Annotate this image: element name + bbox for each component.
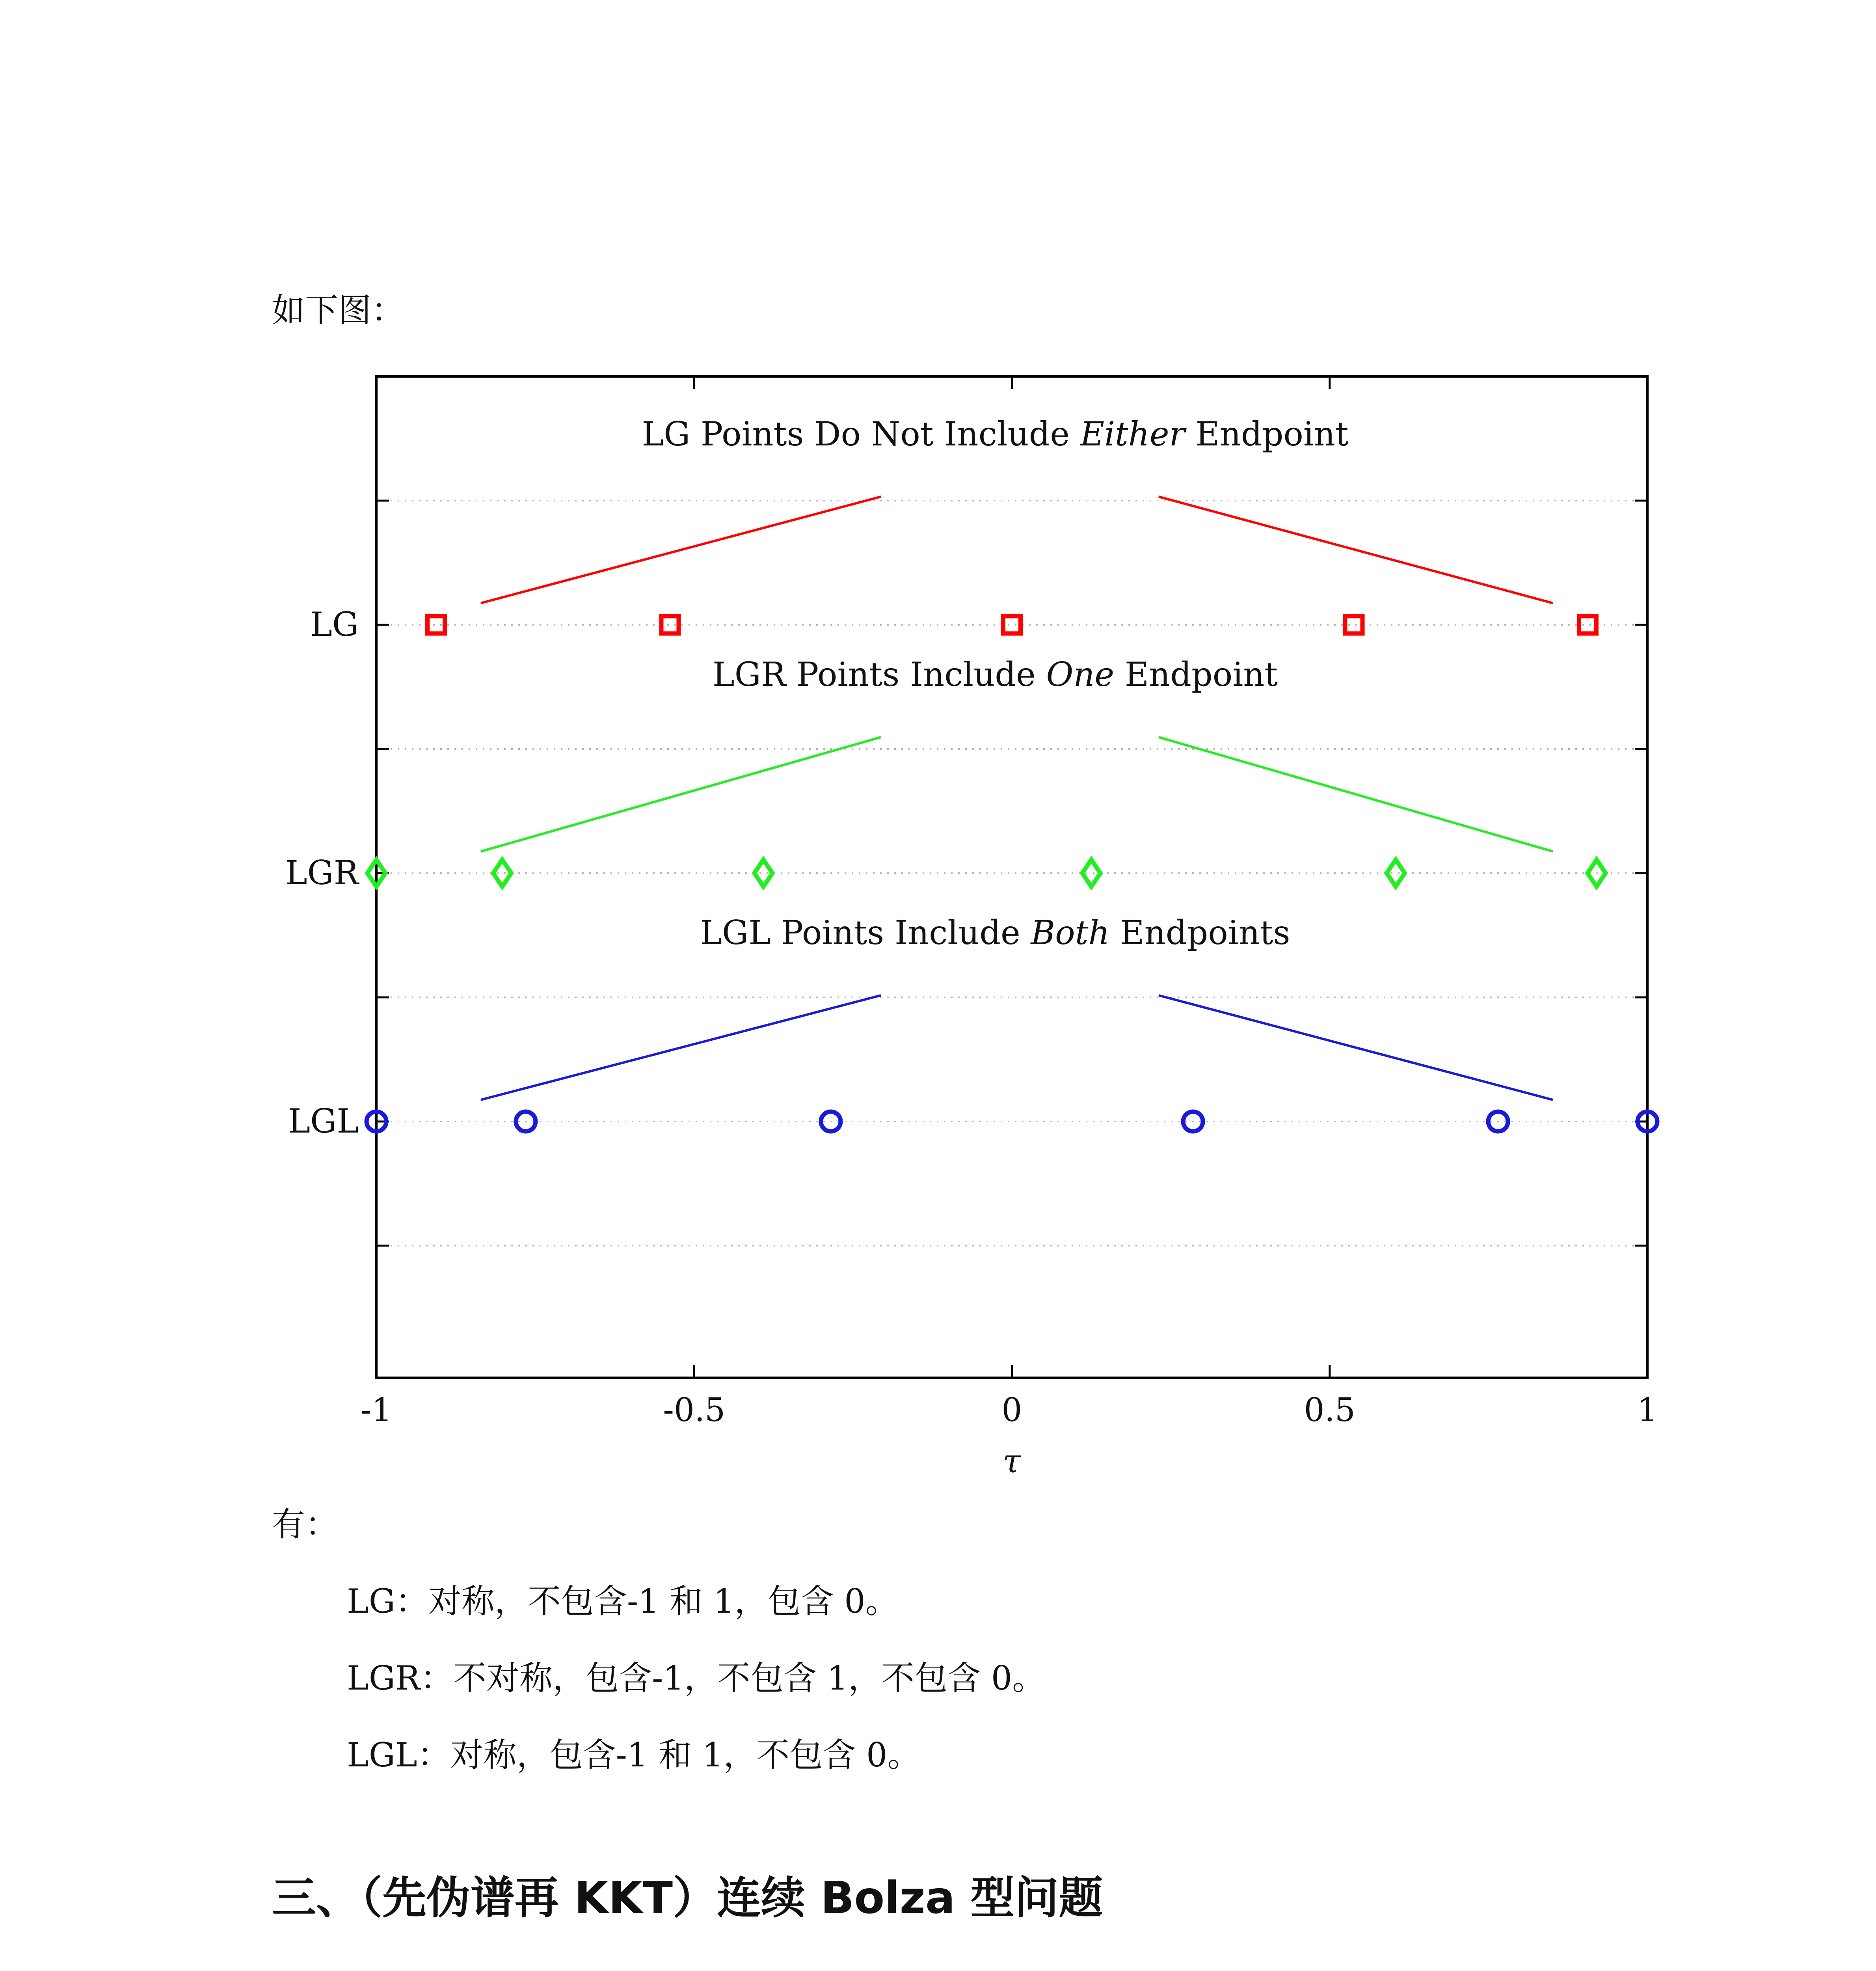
annotation-connectors xyxy=(481,497,1553,1100)
x-tick-label: 0.5 xyxy=(1304,1392,1355,1429)
x-tick-label: 0 xyxy=(1001,1392,1022,1429)
connector-right-lgl xyxy=(1159,995,1553,1100)
plot-frame xyxy=(376,376,1647,1378)
lg-point-4 xyxy=(1579,616,1596,633)
lgr-point-2 xyxy=(754,860,772,887)
annotation-lgr: LGR Points Include One Endpoint xyxy=(712,655,1278,694)
x-axis-label: τ xyxy=(1003,1443,1021,1480)
grid-lines xyxy=(376,501,1647,1246)
lg-point-1 xyxy=(661,616,679,633)
connector-left-lgr xyxy=(481,737,881,851)
x-tick-label: -0.5 xyxy=(663,1392,726,1429)
axis-labels xyxy=(285,415,1658,1429)
y-category-label-lgr: LGR xyxy=(285,853,359,892)
note-lg: LG：对称，不包含-1 和 1，包含 0。 xyxy=(347,1582,899,1621)
lgr-point-3 xyxy=(1082,860,1100,887)
section-heading: 三、（先伪谱再 KKT）连续 Bolza 型问题 xyxy=(272,1872,1103,1924)
annotation-lgl: LGL Points Include Both Endpoints xyxy=(700,913,1290,952)
connector-left-lg xyxy=(481,497,881,603)
connector-right-lgr xyxy=(1159,737,1553,851)
lg-point-2 xyxy=(1003,616,1021,633)
note-lgl: LGL：对称，包含-1 和 1，不包含 0。 xyxy=(347,1736,921,1774)
y-category-label-lg: LG xyxy=(310,605,359,644)
x-tick-label: -1 xyxy=(361,1392,392,1429)
annotation-lg: LG Points Do Not Include Either Endpoint xyxy=(642,415,1349,453)
intro-text: 如下图： xyxy=(272,291,405,330)
axis-ticks xyxy=(376,376,1647,1378)
lgr-point-4 xyxy=(1387,860,1405,887)
x-tick-label: 1 xyxy=(1637,1392,1658,1429)
note-lgr: LGR：不对称，包含-1，不包含 1，不包含 0。 xyxy=(347,1659,1046,1697)
notes-lead: 有： xyxy=(272,1505,339,1544)
connector-right-lg xyxy=(1159,497,1553,603)
connector-left-lgl xyxy=(481,995,881,1100)
lg-point-3 xyxy=(1345,616,1362,633)
lgr-point-1 xyxy=(493,860,511,887)
lg-point-0 xyxy=(428,616,445,633)
y-category-label-lgl: LGL xyxy=(288,1102,359,1140)
